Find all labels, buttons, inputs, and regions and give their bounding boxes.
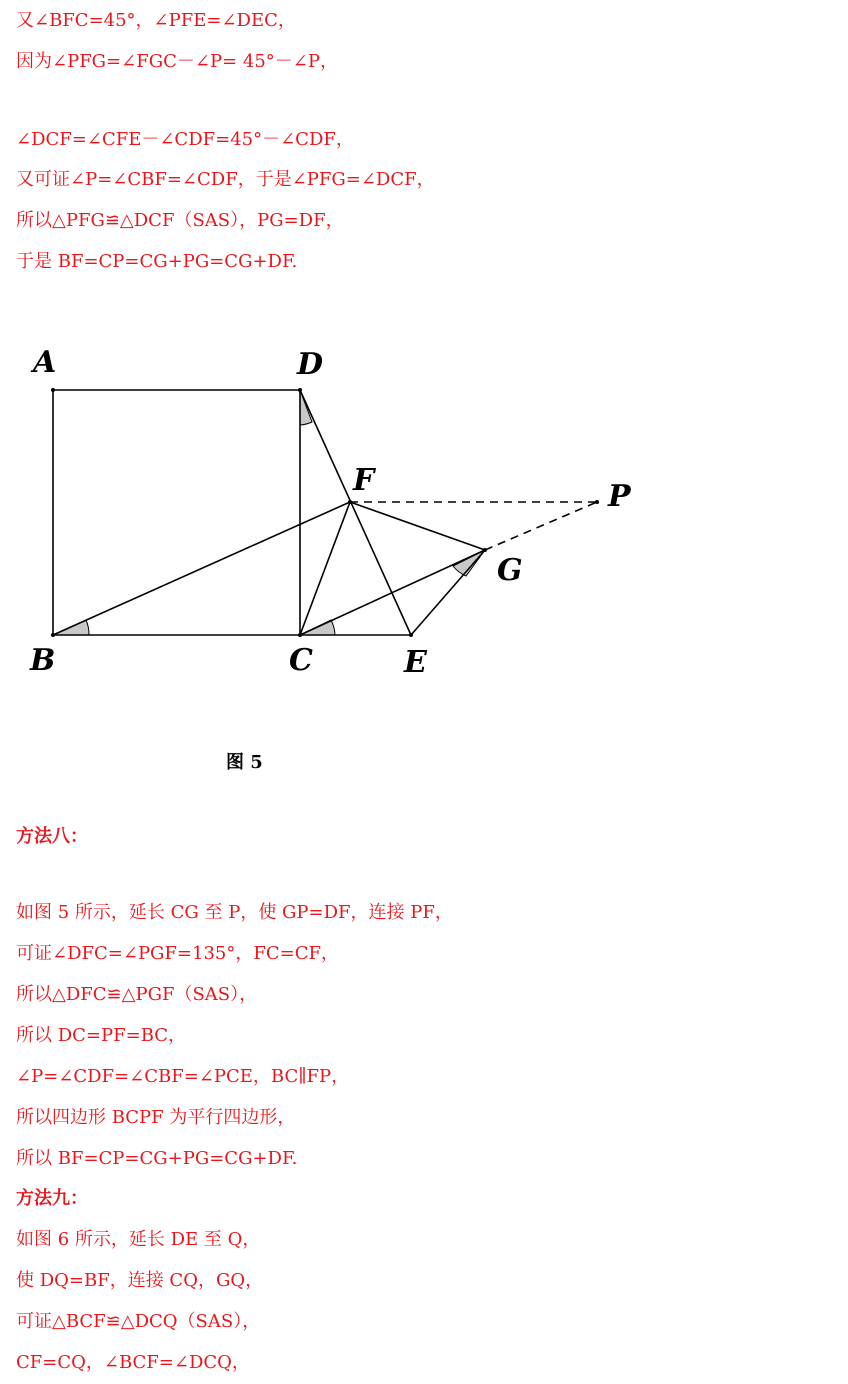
label-point-g: G — [497, 553, 523, 588]
proof-line-5: 所以△PFG≌△DCF（SAS），PG=DF， — [16, 210, 344, 231]
label-point-e: E — [404, 645, 427, 680]
label-point-a: A — [33, 345, 57, 380]
method8-line-6: 所以四边形 BCPF 为平行四边形， — [16, 1107, 296, 1128]
label-point-b: B — [30, 643, 56, 678]
figure-caption: 图 5 — [226, 752, 263, 773]
geometry-figure-5 — [0, 330, 848, 700]
method8-line-1: 如图 5 所示，延长 CG 至 P，使 GP=DF，连接 PF， — [16, 902, 453, 923]
method8-line-4: 所以 DC=PF=BC， — [16, 1025, 187, 1046]
proof-line-4: 又可证∠P=∠CBF=∠CDF，于是∠PFG=∠DCF， — [16, 169, 435, 190]
proof-line-1: 又∠BFC=45°，∠PFE=∠DEC， — [16, 10, 296, 31]
method9-heading: 方法九： — [16, 1188, 88, 1209]
proof-line-6: 于是 BF=CP=CG+PG=CG+DF. — [16, 251, 298, 272]
label-point-d: D — [297, 347, 324, 382]
method9-line-2: 使 DQ=BF，连接 CQ，GQ， — [16, 1270, 264, 1291]
method9-line-4: CF=CQ，∠BCF=∠DCQ， — [16, 1352, 250, 1373]
label-point-p: P — [608, 479, 631, 514]
label-point-f: F — [353, 463, 375, 498]
method8-line-3: 所以△DFC≌△PGF（SAS）， — [16, 984, 258, 1005]
proof-line-3: ∠DCF=∠CFE－∠CDF=45°－∠CDF， — [16, 129, 354, 150]
label-point-c: C — [289, 643, 313, 678]
method8-heading: 方法八： — [16, 826, 88, 847]
proof-line-2: 因为∠PFG=∠FGC－∠P= 45°－∠P， — [16, 51, 338, 72]
method8-line-2: 可证∠DFC=∠PGF=135°，FC=CF， — [16, 943, 339, 964]
method8-line-7: 所以 BF=CP=CG+PG=CG+DF. — [16, 1148, 298, 1169]
method9-line-1: 如图 6 所示，延长 DE 至 Q， — [16, 1229, 261, 1250]
method8-line-5: ∠P=∠CDF=∠CBF=∠PCE，BC∥FP， — [16, 1066, 350, 1087]
method9-line-3: 可证△BCF≌△DCQ（SAS）， — [16, 1311, 261, 1332]
